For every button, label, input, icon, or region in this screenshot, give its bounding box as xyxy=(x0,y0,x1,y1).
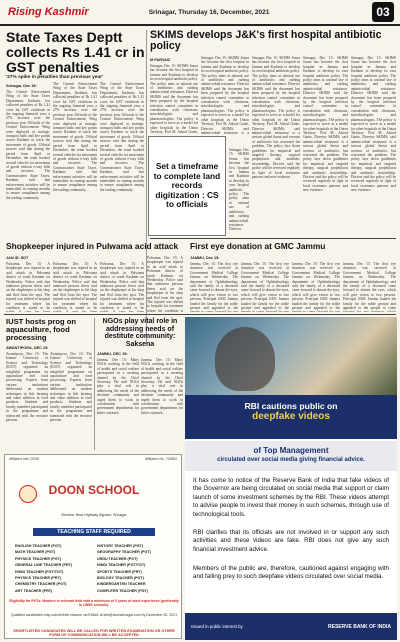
eligibility-note: Eligibility for PGTs: Masters in relevant field with a minimum of 3 years of work experience (preferably in CBSE schools). xyxy=(9,599,179,608)
paper-logo: Rising Kashmir xyxy=(8,6,89,18)
iust-body-col2: Awantipora, Dec 15: The Islamic University of Science and Technology (IUST) organised an insightful programme on aquaculture and food processing. Experts from various institutions deliberated on modern techniques in fish farming and value addition in food products. Students and faculty members participated in the programme and interacted with the resource persons. xyxy=(50,352,92,423)
gst-body-col2: The Central Enforcement Wing of the State Taxes Department, Kashmir, has collected penalties of Rs 1.41 crore for GST violations in the ongoing financial year, a 27% increase over the previous year. Officials of the Central Enforcement Wing were deployed at strategic transport hubs and key points across Kashmir to track the movement of goods. Official sources said that during the period from April to December, the team booked several vehicles for movement of goods without e-way bills and invoices. The Commissioner State Taxes, Kashmir, said that enforcement activities will be intensified in coming months to ensure compliance among the trading community. xyxy=(53,82,97,192)
job-item: PHYSICS TEACHER (PGT) xyxy=(15,556,62,561)
rbi-hero-image xyxy=(185,317,397,395)
promo-box xyxy=(148,136,226,236)
gmc-body-col4: Jammu, Dec 15: The first eye donation was received at Government Medical College Jammu on Wednesday. The department of Ophthalmology said the family of a deceased came forward to donate the eyes, which will give vision to two persons. Principal GMC Jammu lauded the family for the noble gesture and appealed to the people to come xyxy=(343,262,396,311)
job-item: MATH TEACHER (PGT) xyxy=(15,550,56,555)
iust-byline: AWANTIPORA, DEC 15: xyxy=(6,346,49,350)
school-note: SHORTLISTED CANDIDATES WILL BE CALLED FOR WRITTEN EXAMINATION OR OTHER FORM OF COMMUNICATION WILL BE ACCEPTED xyxy=(13,629,175,637)
school-footer: Qualified candidates may submit their resume via EMAIL at info@doonsrinagar.com by December 30, 2021 xyxy=(10,613,178,617)
masthead xyxy=(0,0,400,26)
promo-text: Set a timeframe to complete land records digitization : CS to officials xyxy=(153,161,221,210)
skims-body-col1: Srinagar, Dec 15: SKIMS Soura has become the first hospital in Jammu and Kashmir to develop its own hospital antibiotic policy. The policy aims at rational use of antibiotics and curbing antimicrobial resistance. Director SKIMS said the document has been prepared by the hospital infection control committee in consultation with clinicians, microbiologists and pharmacologists. The policy is expected to serve as a model for other hospitals in the Union Territory. Prof M. Ashraf Ganie, xyxy=(150,64,198,134)
shopkeeper-body-col3: Pulwama, Dec 15: A shopkeeper was injured in an acid attack in Pulwama district of south Kashmir on Wednesday. Police said that unknown persons threw acid on the shopkeeper at his shop and fled from the spot. The injured was shifted to hospital for treatment where his condition is stated to be xyxy=(100,262,144,311)
iust-headline: IUST hosts prog on aquaculture, food processing xyxy=(6,317,77,343)
job-item: BIOLOGY TEACHER (PGT) xyxy=(97,576,144,581)
skims-body-col6: Srinagar, Dec 15: SKIMS Soura has become the first hospital in Jammu and Kashmir to develop its own hospital antibiotic policy. The policy aims at rational use of antibiotics and curbing antimicrobial resistance. Director xyxy=(229,148,249,232)
rbi-advertisement xyxy=(185,317,397,640)
job-item: SPORTS TEACHER (PRT) xyxy=(97,569,142,574)
shopkeeper-byline: JAN ID: SDT xyxy=(6,256,29,260)
rbi-banner-line2: deepfake videos xyxy=(252,411,330,422)
skims-byline: M PARVAIZ xyxy=(150,58,171,62)
column-divider-2 xyxy=(94,318,95,450)
job-item: HISTORY TEACHER (PGT) xyxy=(97,544,144,548)
skims-body-col4: Srinagar, Dec 15: SKIMS Soura has become the first hospital in Jammu and Kashmir to develop its own hospital antibiotic policy. The policy aims at rational use of antibiotics and curbing antimicrobial resistance. Director SKIMS said the document has been prepared by the hospital infection control committee in consultation with clinicians, microbiologists and pharmacologists. The policy is expected to serve as a model for other hospitals in the Union Territory. Prof M. Ashraf Ganie, Director SKIMS, said antimicrobial resistance is a serious global threat and overuse of antibiotics has worsened the problem. The policy lays down guidelines for empirical and targeted therapy, surgical prophylaxis and antibiotic stewardship. Doctors said the policy will be reviewed regularly in light of local resistance patterns and new evidence. xyxy=(303,56,348,193)
gmc-headline: First eye donation at GMC Jammu xyxy=(190,241,326,251)
job-item: PHYSICS TEACHER (PRT) xyxy=(15,576,61,581)
gst-body-col1: The Central Enforcement Wing of the State Taxes Department, Kashmir, has collected penalties of Rs 1.41 crore for GST violations in the ongoing financial year, a 27% increase over the previous year. Officials of the Central Enforcement Wing were deployed at strategic transport hubs and key points across Kashmir to track the movement of goods. Official sources said that during the period from April to December, the team booked several vehicles for movement of goods without e-way bills and invoices. The Commissioner State Taxes, Kashmir, said that enforcement activities will be intensified in coming months to ensure compliance among the trading community. xyxy=(6,90,50,200)
school-job-ad xyxy=(4,454,182,639)
job-item: KINDERGARTEN TEACHER xyxy=(97,582,146,587)
gst-body-col3: The Central Enforcement Wing of the State Taxes Department, Kashmir, has collected penalties of Rs 1.41 crore for GST violations in the ongoing financial year, a 27% increase over the previous year. Officials of the Central Enforcement Wing were deployed at strategic transport hubs and key points across Kashmir to track the movement of goods. Official sources said that during the period from April to December, the team booked several vehicles for movement of goods without e-way bills and invoices. The Commissioner State Taxes, Kashmir, said that enforcement activities will be intensified in coming months to ensure compliance among the trading community. xyxy=(100,82,144,192)
ad-affiliation-left: Affiliated with CBSE xyxy=(9,457,40,461)
rbi-logo: RESERVE BANK OF INDIA xyxy=(328,623,391,630)
job-item: GENERAL LINE TEACHER (PRT) xyxy=(15,563,73,568)
school-name: DOON SCHOOL xyxy=(48,483,140,497)
shopkeeper-headline: Shopkeeper injured in Pulwama acid attack xyxy=(6,241,179,251)
ngo-body-col1: Jammu, Dec 15: Many NGOs working in the field of health and social welfare participated in a meeting chaired by the Chief Secretary. He said NGOs play a vital role in addressing the needs of the destitute community and urged them to work in coordination with government departments for better outreach. xyxy=(97,358,139,415)
gst-byline: Srinagar, Dec 15: xyxy=(6,84,37,88)
rbi-footer-text: Issued in public interest by xyxy=(191,623,243,629)
job-item: HINDI TEACHER (PGT/TGT) xyxy=(97,563,146,568)
job-list-right xyxy=(97,543,151,594)
job-item: GEOGRAPHY TEACHER (PGT) xyxy=(97,550,151,555)
rbi-paragraph-3: Members of the public are, therefore, cautioned against engaging with and falling prey to such deepfake videos circulated over social media. xyxy=(193,565,389,581)
job-item: HINDI TEACHER (PGT/TGT) xyxy=(15,569,64,574)
job-item: COMPUTER TEACHER (PGT) xyxy=(97,588,149,593)
gmc-body-col3: Jammu, Dec 15: The first eye donation was received at Government Medical College Jammu on Wednesday. The department of Ophthalmology said the family of a deceased came forward to donate the eyes, which will give vision to two persons. Principal GMC Jammu lauded the family for the noble gesture and appealed to the xyxy=(292,262,340,311)
teaching-staff-title: TEACHING STAFF REQUIRED xyxy=(33,528,155,536)
rbi-footer xyxy=(185,613,397,640)
gmc-byline: JAMMU, Dec 15: xyxy=(190,256,220,260)
gmc-body-col2: Jammu, Dec 15: The first eye donation was received at Government Medical College Jammu on Wednesday. The department of Ophthalmology said the family of a deceased came forward to donate the eyes, which will give vision to two persons. Principal GMC Jammu lauded the family for the noble gesture and appealed to the xyxy=(241,262,289,311)
job-list-left xyxy=(15,543,72,594)
date-line: Srinagar, Thursday 16, December, 2021 xyxy=(148,8,270,16)
rbi-sub-line2: circulated over social media giving financial advice. xyxy=(217,456,365,463)
section-rule xyxy=(150,238,396,239)
rbi-paragraph-2: RBI clarifies that its officials are not involved in or support any such activities and these videos are fake. RBI does not give any such financial investment advice. xyxy=(193,529,389,553)
skims-body-col3: Srinagar, Dec 15: SKIMS Soura has become the first hospital in Jammu and Kashmir to develop its own hospital antibiotic policy. The policy aims at rational use of antibiotics and curbing antimicrobial resistance. Director SKIMS said the document has been prepared by the hospital infection control committee in consultation with clinicians, microbiologists and pharmacologists. The policy is expected to serve as a model for other hospitals in the Union Territory. Prof M. Ashraf Ganie, Director SKIMS, said antimicrobial resistance is a serious global threat and overuse of antibiotics has worsened the problem. The policy lays down guidelines for empirical and targeted therapy, surgical prophylaxis and antibiotic stewardship. Doctors said the policy will be reviewed regularly in light of local resistance patterns and new evidence. xyxy=(252,56,300,179)
gmc-body-col1: Jammu, Dec 15: The first eye donation was received at Government Medical College Jammu on Wednesday. The department of Ophthalmology said the family of a deceased came forward to donate the eyes, which will give vision to two persons. Principal GMC Jammu lauded the family for the noble gesture and appealed to the xyxy=(190,262,238,311)
ad-affiliation-right: Affiliation No. 700982 xyxy=(144,457,177,461)
school-address: Bemina, Near Highway Bypass, Srinagar xyxy=(61,513,127,517)
shopkeeper-body-col1: Pulwama, Dec 15: A shopkeeper was injured in an acid attack in Pulwama district of south Kashmir on Wednesday. Police said that unknown persons threw acid on the shopkeeper at his shop and fled from the spot. The injured was shifted to hospital for treatment where his condition is stated to be xyxy=(6,262,50,311)
rbi-paragraph-1: It has come to notice of the Reserve Bank of India that fake videos of the Governor are being circulated on social media that support or claim launch of some investment schemes by the RBI. These videos attempt to advise people to invest their money in such schemes, through use of technological tools. xyxy=(193,477,389,518)
page-number: 03 xyxy=(372,2,394,22)
ngo-body-col2: Jammu, Dec 15: Many NGOs working in the field of health and social welfare participated in a meeting chaired by the Chief Secretary. He said NGOs play a vital role in addressing the needs of the destitute community and urged them to work in coordination with government departments for better outreach. xyxy=(141,358,183,415)
shopkeeper-body-col4: Pulwama, Dec 15: A shopkeeper was injured in an acid attack in Pulwama district of south Kashmir on Wednesday. Police said that unknown persons threw acid on the shopkeeper at his shop and fled from the spot. The injured was shifted to hospital for treatment where his condition is xyxy=(147,256,183,312)
rbi-subheading xyxy=(185,441,397,471)
rbi-sub-line1: of Top Management xyxy=(253,446,329,455)
skims-body-col5: Srinagar, Dec 15: SKIMS Soura has become the first hospital in Jammu and Kashmir to develop its own hospital antibiotic policy. The policy aims at rational use of antibiotics and curbing antimicrobial resistance. Director SKIMS said the document has been prepared by the hospital infection control committee in consultation with clinicians, microbiologists and pharmacologists. The policy is expected to serve as a model for other hospitals in the Union Territory. Prof M. Ashraf Ganie, Director SKIMS, said antimicrobial resistance is a serious global threat and overuse of antibiotics has worsened the problem. The policy lays down guidelines for empirical and targeted therapy, surgical prophylaxis and antibiotic stewardship. Doctors said the policy will be reviewed regularly in light of local resistance patterns and new evidence. xyxy=(351,56,396,193)
ngo-headline: NGOs play vital role in addressing needs of destitute community: Saksena xyxy=(102,318,178,348)
skims-headline: SKIMS develops J&K's first hospital antibiotic policy xyxy=(150,29,382,53)
skims-body-col2: Srinagar, Dec 15: SKIMS Soura has become the first hospital in Jammu and Kashmir to develop its own hospital antibiotic policy. The policy aims at rational use of antibiotics and curbing antimicrobial resistance. Director SKIMS said the document has been prepared by the hospital infection control committee in consultation with clinicians, microbiologists and pharmacologists. The policy is expected to serve as a model for other hospitals in the Union Territory. Prof M. Ashraf Ganie, Director SKIMS, said antimicrobial resistance is a xyxy=(201,56,249,134)
section-rule-2 xyxy=(4,314,396,315)
rbi-banner xyxy=(185,395,397,439)
job-item: CHEMISTRY TEACHER (PGT) xyxy=(15,582,67,587)
iust-body-col1: Awantipora, Dec 15: The Islamic University of Science and Technology (IUST) organised an insightful programme on aquaculture and food processing. Experts from various institutions deliberated on modern techniques in fish farming and value addition in food products. Students and faculty members participated in the programme and interacted with the resource persons. xyxy=(6,352,48,423)
shopkeeper-body-col2: Pulwama, Dec 15: A shopkeeper was injured in an acid attack in Pulwama district of south Kashmir on Wednesday. Police said that unknown persons threw acid on the shopkeeper at his shop and fled from the spot. The injured was shifted to hospital for treatment where his condition is stated to be xyxy=(53,262,97,311)
ngo-byline: JAMMU, DEC 15: xyxy=(97,352,128,356)
rbi-banner-line1: RBI cautions public on xyxy=(244,401,338,411)
job-item: ART TEACHER (PRT) xyxy=(15,588,53,593)
gst-subhead: '27% spike in penalties than previous year' xyxy=(6,75,104,80)
job-item: ENGLISH TEACHER (PGT) xyxy=(15,544,62,548)
job-item: URDU TEACHER (PGT) xyxy=(97,556,138,561)
gst-headline: State Taxes Deptt collects Rs 1.41 cr in GST penalties xyxy=(6,29,145,76)
